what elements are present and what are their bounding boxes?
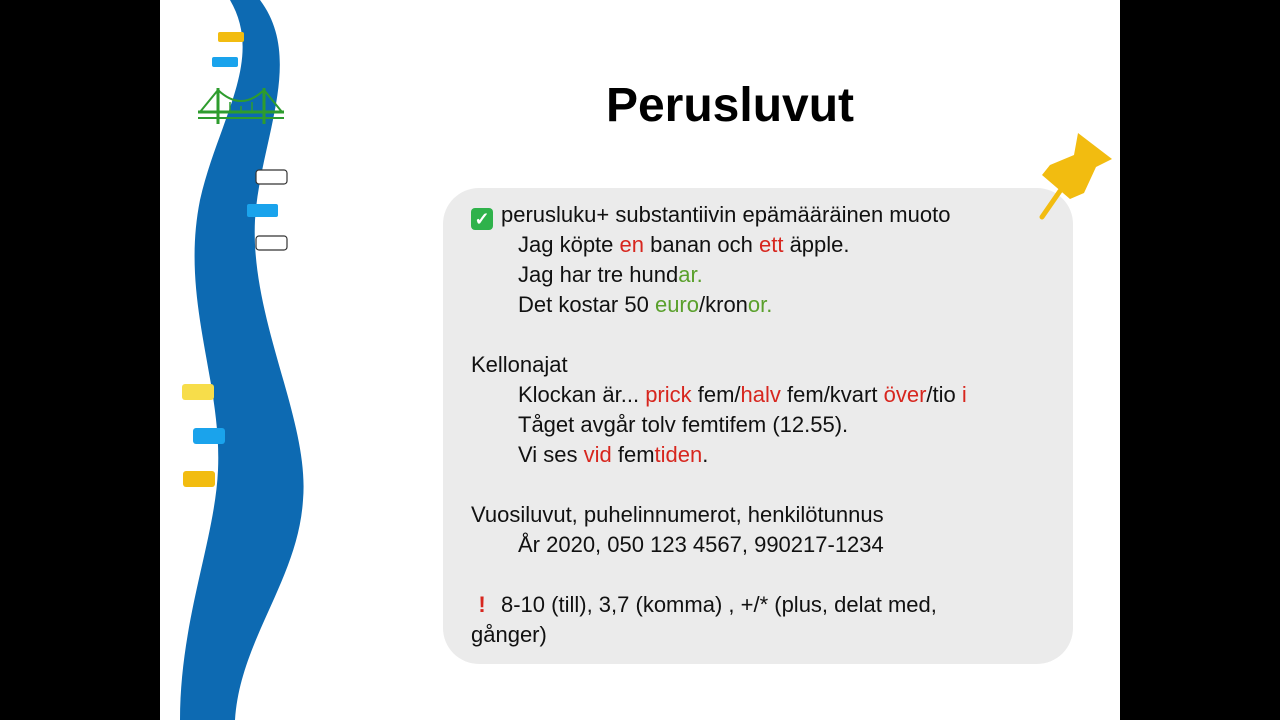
marker-yellow-3 [183, 471, 215, 487]
example-line: Tåget avgår tolv femtifem (12.55). [518, 412, 849, 437]
exclamation-icon: ! [478, 592, 486, 617]
section-heading: Kellonajat [471, 352, 568, 377]
slide [160, 0, 1120, 720]
example-line: Jag har tre hundar. [518, 262, 703, 287]
example-line: Jag köpte en banan och ett äpple. [518, 232, 850, 257]
page-title: Perusluvut [605, 79, 855, 132]
section-heading: Vuosiluvut, puhelinnumerot, henkilötunnus [471, 502, 884, 527]
marker-outline-1 [256, 170, 287, 184]
check-icon: ✓ [471, 208, 493, 230]
example-line: År 2020, 050 123 4567, 990217-1234 [518, 532, 884, 557]
note-line: ! 8-10 (till), 3,7 (komma) , +/* (plus, delat med, gånger) [471, 592, 937, 647]
river-decoration [160, 0, 460, 720]
marker-yellow-1 [218, 32, 244, 42]
marker-blue-2 [247, 204, 278, 217]
marker-blue-1 [212, 57, 238, 67]
marker-outline-2 [256, 236, 287, 250]
marker-yellow-2 [182, 384, 214, 400]
marker-blue-3 [193, 428, 225, 444]
example-line: Klockan är... prick fem/halv fem/kvart över/tio i [518, 382, 967, 407]
river-shape [180, 0, 304, 720]
rule-line: ✓ perusluku+ substantiivin epämääräinen muoto [471, 200, 1071, 230]
example-line: Vi ses vid femtiden. [518, 442, 709, 467]
content-text [471, 200, 1071, 650]
example-line: Det kostar 50 euro/kronor. [518, 292, 773, 317]
